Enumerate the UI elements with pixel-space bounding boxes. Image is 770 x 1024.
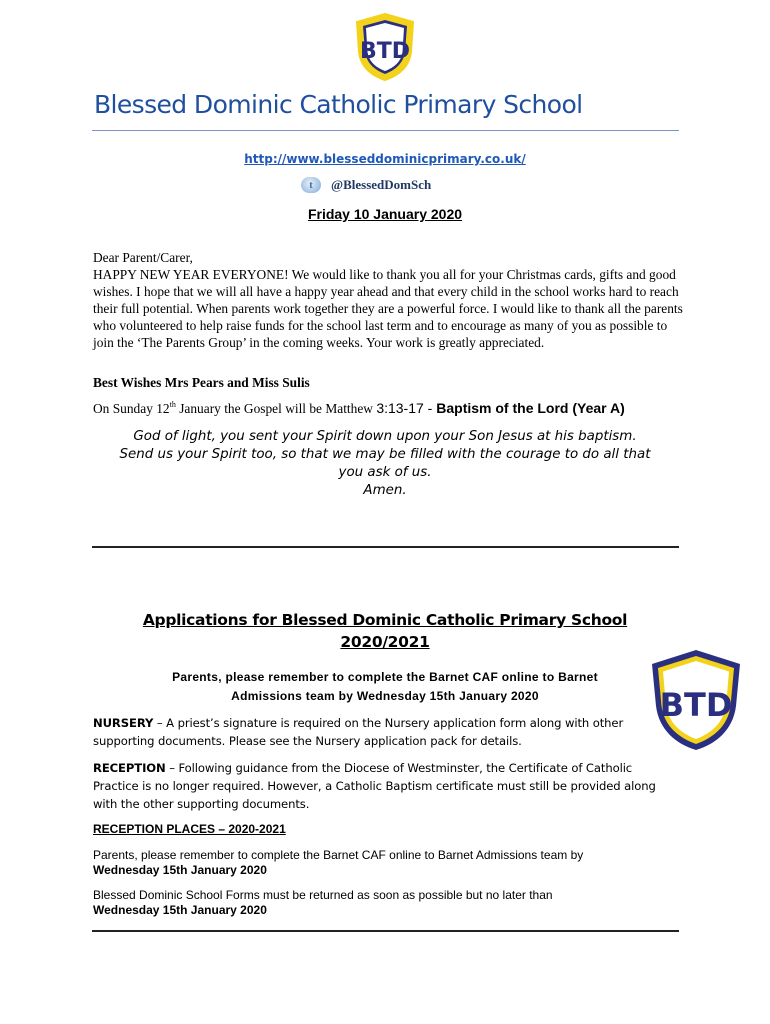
applications-heading-line2: 2020/2021 — [340, 633, 430, 651]
nursery-label: NURSERY — [93, 716, 154, 730]
title-divider — [92, 130, 679, 131]
gospel-superscript: th — [169, 400, 176, 409]
applications-reminder-line1: Parents, please remember to complete the Barnet CAF online to Barnet — [172, 670, 598, 684]
gospel-note — [93, 400, 625, 417]
twitter-bird-icon: t — [301, 177, 321, 193]
twitter-link[interactable] — [301, 177, 431, 193]
letter-body — [93, 250, 683, 351]
applications-heading — [0, 609, 770, 653]
prayer-line: you ask of us. — [338, 465, 432, 480]
gospel-feast: Baptism of the Lord (Year A) — [436, 400, 625, 416]
letter-signoff: Best Wishes Mrs Pears and Miss Sulis — [93, 375, 310, 390]
reception-info — [93, 759, 673, 813]
caf-deadline: Wednesday 15th January 2020 — [93, 863, 267, 877]
forms-deadline: Wednesday 15th January 2020 — [93, 903, 267, 917]
school-crest-logo — [353, 12, 417, 82]
prayer-line: Send us your Spirit too, so that we may be filled with the courage to do all that — [119, 447, 651, 462]
school-website-link[interactable]: http://www.blesseddominicprimary.co.uk/ — [244, 152, 526, 166]
gospel-reference: 3:13-17 - — [376, 400, 437, 416]
letter-greeting: Dear Parent/Carer, — [93, 250, 193, 265]
school-name-title: Blessed Dominic Catholic Primary School — [94, 90, 583, 119]
reception-places-heading: RECEPTION PLACES – 2020-2021 — [93, 822, 286, 836]
reception-text: – Following guidance from the Diocese of Westminster, the Certificate of Catholic Practice is no longer required. However, a Catholic Baptism certificate must still be provided along with the other supporting documents. — [93, 761, 656, 811]
twitter-handle: @BlessedDomSch — [331, 177, 432, 192]
prayer-line: God of light, you sent your Spirit down upon your Son Jesus at his baptism. — [133, 429, 637, 444]
applications-reminder — [90, 668, 680, 706]
gospel-prefix: On Sunday 12 — [93, 401, 170, 416]
letter-paragraph: HAPPY NEW YEAR EVERYONE! We would like to thank you all for your Christmas cards, gifts and good wishes. I hope that we will all have a happy year ahead and that every child in the school works hard to reach their full potential. When parents work together they are a powerful force. I would like to thank all the parents who volunteered to help raise funds for the school last term and to encourage as many of you as possible to join the ‘The Parents Group’ in the coming weeks. Your work is greatly appreciated. — [93, 266, 683, 350]
caf-text: Parents, please remember to complete the Barnet CAF online to Barnet Admissions team by — [93, 848, 584, 862]
caf-reminder — [93, 848, 673, 878]
gospel-middle: January the Gospel will be Matthew — [175, 401, 377, 416]
reception-label: RECEPTION — [93, 761, 166, 775]
prayer-line: Amen. — [363, 483, 407, 498]
forms-text: Blessed Dominic School Forms must be returned as soon as possible but no later than — [93, 888, 553, 902]
applications-heading-line1: Applications for Blessed Dominic Catholic Primary School — [142, 611, 628, 629]
letter-date: Friday 10 January 2020 — [307, 206, 463, 222]
applications-reminder-line2: Admissions team by Wednesday 15th January 2020 — [231, 689, 539, 703]
bottom-divider — [92, 930, 679, 932]
prayer-text — [85, 428, 685, 500]
crest-monogram: BTD — [359, 39, 411, 64]
section-divider — [92, 546, 679, 548]
nursery-text: – A priest’s signature is required on the Nursery application form along with other supporting documents. Please see the Nursery application pack for details. — [93, 716, 624, 748]
nursery-info — [93, 714, 673, 750]
forms-reminder — [93, 888, 673, 918]
crest-monogram-large: BTD — [659, 686, 733, 724]
